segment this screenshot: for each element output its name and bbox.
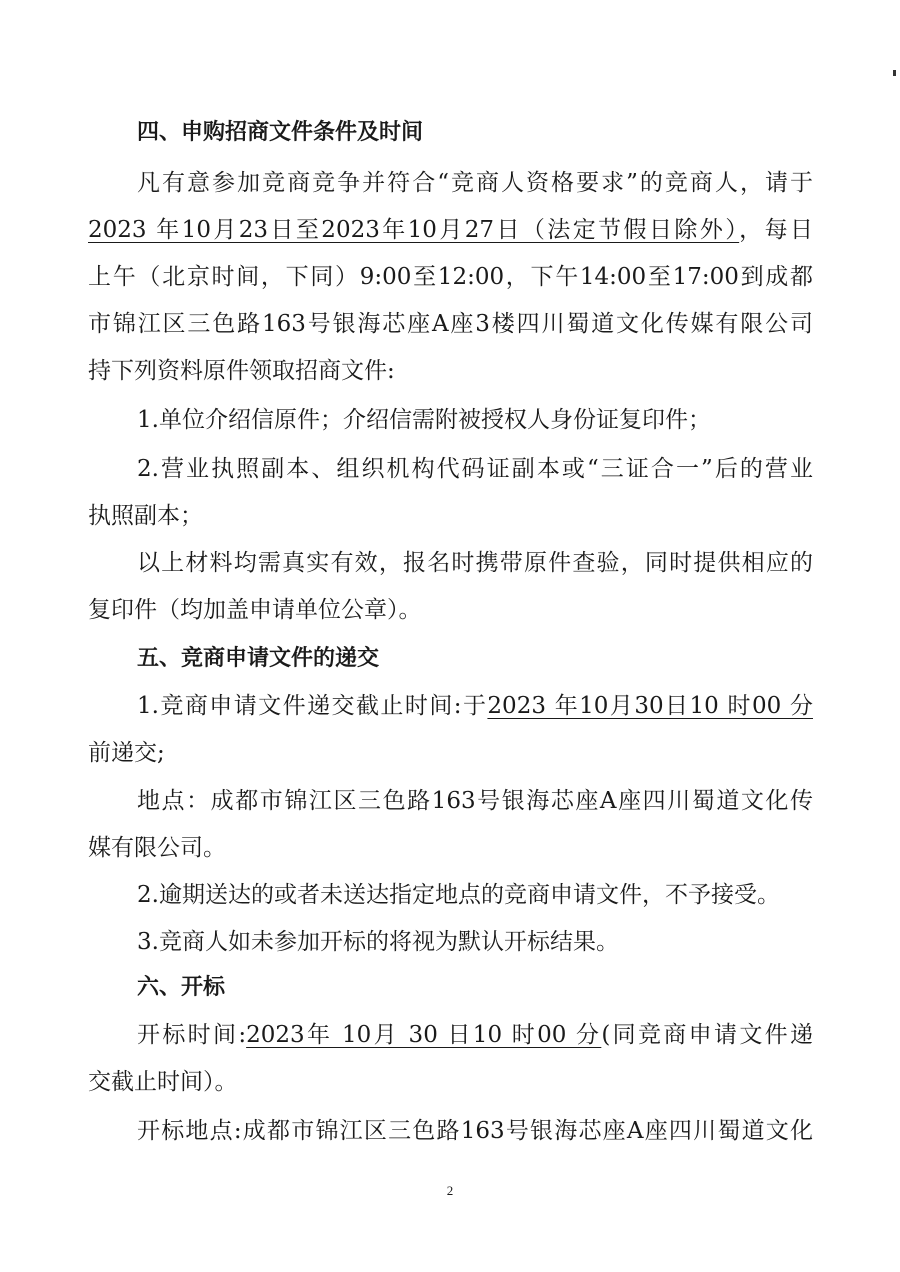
paragraph-fragment: (同竞商申请文件递 — [601, 1022, 813, 1048]
paragraph-line — [88, 212, 813, 248]
paragraph-fragment: 1.竞商申请文件递交截止时间:于 — [137, 693, 488, 719]
section-heading-four: 四、申购招商文件条件及时间 — [137, 120, 424, 145]
page-number: 2 — [446, 1183, 454, 1198]
paragraph-fragment: ，每日 — [739, 217, 813, 243]
paragraph-line: 上午（北京时间，下同）9:00至12:00，下午14:00至17:00到成都 — [88, 264, 813, 290]
paragraph-line: 凡有意参加竞商竞争并符合“竞商人资格要求”的竞商人，请于 — [137, 170, 813, 196]
paragraph-line: 复印件（均加盖申请单位公章）。 — [88, 597, 422, 623]
list-item: 3.竞商人如未参加开标的将视为默认开标结果。 — [137, 929, 619, 955]
location-line: 媒有限公司。 — [88, 835, 226, 861]
location-line: 地点：成都市锦江区三色路163号银海芯座A座四川蜀道文化传 — [137, 788, 813, 814]
deadline-underlined: 2023 年10月30日10 时00 分 — [487, 693, 813, 719]
paragraph-fragment: 开标时间: — [137, 1022, 247, 1048]
section-heading-five: 五、竞商申请文件的递交 — [137, 646, 380, 671]
opening-place-line: 开标地点:成都市锦江区三色路163号银海芯座A座四川蜀道文化 — [137, 1118, 813, 1144]
paragraph-line: 市锦江区三色路163号银海芯座A座3楼四川蜀道文化传媒有限公司 — [88, 311, 813, 337]
list-item-continuation: 执照副本； — [88, 503, 203, 529]
opening-time-underlined: 2023年 10月 30 日10 时00 分 — [246, 1022, 602, 1048]
list-item: 2.逾期送达的或者未送达指定地点的竞商申请文件，不予接受。 — [137, 882, 780, 908]
paragraph-line: 以上材料均需真实有效，报名时携带原件查验，同时提供相应的 — [137, 550, 813, 576]
opening-time-line — [137, 1017, 813, 1053]
section-heading-six: 六、开标 — [137, 975, 226, 1000]
list-item-continuation: 前递交; — [88, 740, 165, 766]
list-item: 2.营业执照副本、组织机构代码证副本或“三证合一”后的营业 — [137, 456, 813, 482]
paragraph-line: 持下列资料原件领取招商文件: — [88, 358, 395, 384]
opening-time-line: 交截止时间）。 — [88, 1069, 238, 1095]
date-range-underlined: 2023 年10月23日至2023年10月27日（法定节假日除外） — [88, 217, 740, 243]
list-item: 1.单位介绍信原件；介绍信需附被授权人身份证复印件； — [137, 407, 711, 433]
list-item — [137, 688, 813, 724]
